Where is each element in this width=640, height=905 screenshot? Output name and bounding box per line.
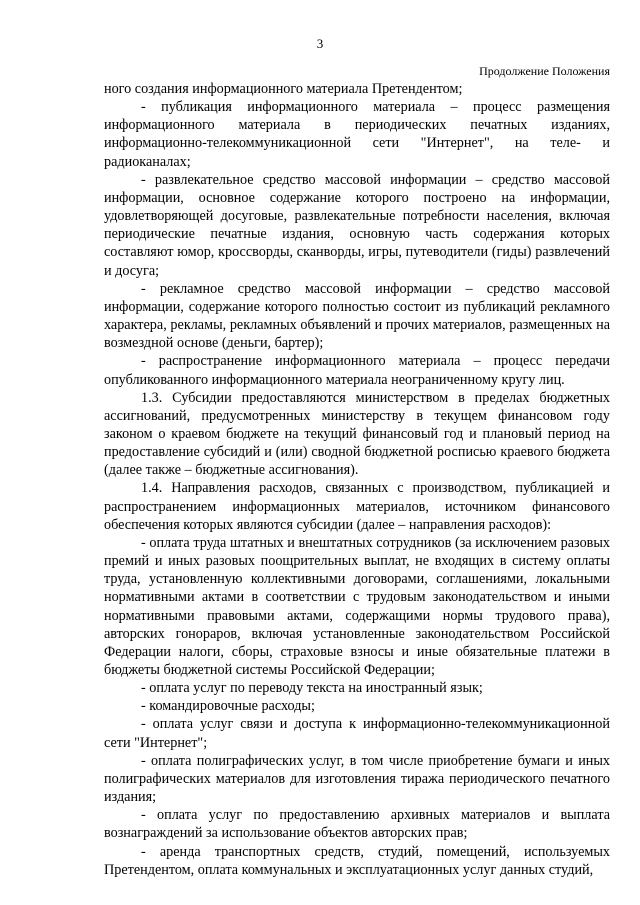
paragraph-definition-distribution: - распространение информационного материала – процесс передачи опубликованного информационного материала неограниченному кругу лиц. xyxy=(104,353,610,388)
paragraph-continuation: ного создания информационного материала Претендентом; xyxy=(104,81,463,97)
paragraph-definition-entertainment-media: - развлекательное средство массовой информации – средство массовой информации, основное содержание которого построено на информации, удовлетворяющей досуговые, развлекательные потребности населения, включая периодические печатные издания, основную часть содержания которых составляют юмор, кроссворды, сканворды, игры, путеводители (гиды) развлечений и досуга; xyxy=(104,171,610,279)
body-text xyxy=(104,80,610,879)
paragraph-definition-publication: - публикация информационного материала – процесс размещения информационного материала в периодических печатных изданиях, информационно-телекоммуникационной сети "Интернет", на теле- и радиоканалах; xyxy=(104,99,610,170)
list-item-communication: - оплата услуг связи и доступа к информационно-телекоммуникационной сети "Интернет"; xyxy=(104,716,610,751)
page-number: 3 xyxy=(316,36,324,51)
list-item-salary: - оплата труда штатных и внештатных сотрудников (за исключением разовых премий и иных разовых поощрительных выплат, не входящих в систему оплаты труда, установленную коллективными договорами, соглашениями, локальными нормативными актами в соответствии с трудовым законодательством и иными нормативными правовыми актами, содержащими нормы трудового права), авторских гонораров, включая установленные законодательством Российской Федерации налоги, сборы, страховые взносы и иные обязательные платежи в бюджеты бюджетной системы Российской Федерации; xyxy=(104,534,610,678)
header-note: Продолжение Положения xyxy=(479,64,610,78)
paragraph-section-1-3: 1.3. Субсидии предоставляются министерством в пределах бюджетных ассигнований, предусмотренных министерству в текущем финансовом году законом о краевом бюджете на текущий финансовый год и плановый период на предоставление субсидий и (или) сводной бюджетной росписью краевого бюджета (далее также – бюджетные ассигнования). xyxy=(104,389,610,479)
list-item-translation: - оплата услуг по переводу текста на иностранный язык; xyxy=(141,680,483,697)
list-item-archives: - оплата услуг по предоставлению архивных материалов и выплата вознаграждений за использование объектов авторских прав; xyxy=(104,807,610,842)
paragraph-definition-advertising-media: - рекламное средство массовой информации – средство массовой информации, содержание которого полностью состоит из публикаций рекламного характера, рекламы, рекламных объявлений и прочих материалов, размещенных на возмездной основе (деньги, бартер); xyxy=(104,280,610,352)
list-item-travel: - командировочные расходы; xyxy=(141,698,315,715)
paragraph-section-1-4: 1.4. Направления расходов, связанных с производством, публикацией и распространением информационных материалов, источником финансового обеспечения которых являются субсидии (далее – направления расходов): xyxy=(104,480,610,533)
list-item-rent: - аренда транспортных средств, студий, помещений, используемых Претендентом, оплата коммунальных и эксплуатационных услуг данных студий, xyxy=(104,843,610,878)
list-item-printing: - оплата полиграфических услуг, в том числе приобретение бумаги и иных полиграфических материалов для изготовления тиража периодического печатного издания; xyxy=(104,752,610,806)
